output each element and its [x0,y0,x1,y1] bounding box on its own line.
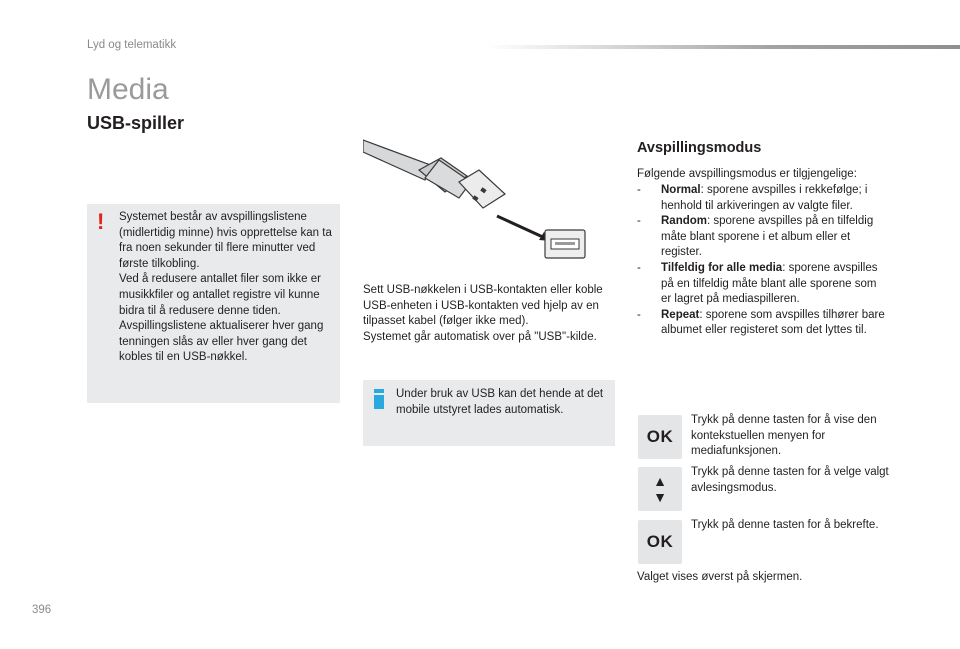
mode-description: : sporene avspilles på en tilfeldig måte blant alle sporene som er lagret på mediaspilleren. [661,261,878,306]
mode-name: Normal [661,184,701,196]
ok-key-confirm [638,520,682,564]
mode-description: : sporene avspilles på en tilfeldig måte blant sporene i et album eller et register. [661,215,874,259]
info-icon [372,389,386,409]
list-dash: - [637,215,641,228]
up-down-key [638,467,682,511]
playback-mode-list [637,183,887,339]
ok-key-label: OK [646,427,674,446]
header-rule [487,45,960,49]
ok-key-menu-text: Trykk på denne tasten for å vise den kontekstuellen menyen for mediafunksjonen. [691,414,877,458]
up-down-key-text: Trykk på denne tasten for å velge valgt avlesingsmodus. [691,466,889,494]
mode-description: : sporene avspilles i rekkefølge; i henhold til arkiveringen av valgte filer. [661,184,868,212]
mode-name: Random [661,215,707,228]
playback-title: Avspillingsmodus [637,140,762,156]
page-number: 396 [32,604,52,616]
warning-icon: ! [97,209,105,234]
down-arrow-icon: ▼ [653,489,667,505]
list-item [637,214,887,261]
list-item [637,183,887,214]
list-item [637,308,887,339]
warning-text: Systemet består av avspillingslistene (midlertidig minne) hvis opprettelse kan ta fra noen sekunder til flere minutter ved første tilkobling. Ved å redusere antallet filer som ikke er musikkfiler og antallet registre vil kunne bidra til å redusere denne tiden. Avspillingslistene aktualiserer hver gang tenningen slås av eller hver gang det kobles til en USB-nøkkel. [119,211,332,364]
up-arrow-icon: ▲ [653,473,667,489]
info-text: Under bruk av USB kan det hende at det mobile utstyret lades automatisk. [396,388,604,416]
usb-instructions: Sett USB-nøkkelen i USB-kontakten eller koble USB-enheten i USB-kontakten ved hjelp av en tilpasset kabel (følger ikke med). Systemet går automatisk over på "USB"-kilde. [363,284,603,343]
playback-intro: Følgende avspillingsmodus er tilgjengelige: [637,168,857,180]
mode-name: Repeat [661,308,700,321]
usb-plug-illustration [363,138,603,270]
list-dash: - [637,184,641,196]
section-label: Lyd og telematikk [87,39,177,51]
ok-key-confirm-text: Trykk på denne tasten for å bekrefte. [691,519,879,531]
page-title: Media [87,73,169,106]
mode-name: Tilfeldig for alle media [661,261,783,274]
list-dash: - [637,308,641,321]
mode-description: : sporene som avspilles tilhører bare albumet eller registeret som det lyttes til. [661,308,885,337]
ok-key-menu [638,415,682,459]
page-subtitle: USB-spiller [87,113,185,133]
ok-key-label: OK [646,532,674,551]
list-item [637,261,887,308]
result-text: Valget vises øverst på skjermen. [637,571,803,583]
list-dash: - [637,261,641,274]
